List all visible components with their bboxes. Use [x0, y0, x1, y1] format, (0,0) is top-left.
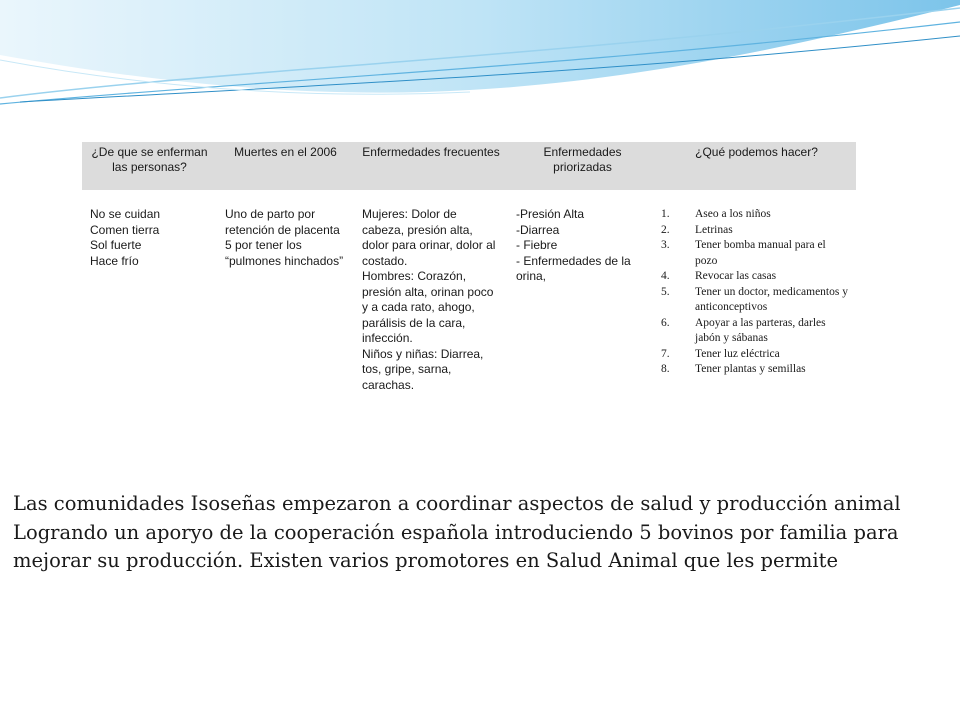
header-actions: ¿Qué podemos hacer?	[695, 145, 818, 159]
list-item: 4. Revocar las casas	[661, 270, 777, 282]
header-prioritized-diseases: Enfermedades priorizadas	[543, 145, 622, 174]
header-wave-decoration	[0, 0, 960, 110]
cell-prioritized-diseases: -Presión Alta -Diarrea - Fiebre - Enfermedades de la orina,	[516, 207, 631, 283]
health-table	[82, 142, 856, 393]
cell-causes: No se cuidan Comen tierra Sol fuerte Hace frío	[90, 207, 161, 268]
header-cause: ¿De que se enferman las personas?	[91, 145, 208, 174]
table-body-row	[82, 207, 856, 393]
list-item: 8. Tener plantas y semillas	[661, 363, 806, 375]
table-header-row	[82, 142, 856, 190]
list-item: 6. Apoyar a las parteras, darles jabón y sábanas	[661, 316, 826, 344]
cell-deaths: Uno de parto por retención de placenta 5 por tener los “pulmones hinchados”	[225, 207, 344, 268]
header-deaths: Muertes en el 2006	[234, 145, 337, 159]
cell-frequent-diseases: Mujeres: Dolor de cabeza, presión alta, dolor para orinar, dolor al costado. Hombres: Corazón, presión alta, orinan poco y a cada rato, ahogo, parálisis de la cara, infección. Niños y niñas: Diarrea, tos, gripe, sarna, carachas.	[362, 207, 496, 392]
body-paragraph: Las comunidades Isoseñas empezaron a coordinar aspectos de salud y producción animal Logrando un aporyo de la cooperación española introduciendo 5 bovinos por familia para mejorar su producción. Existen varios promotores en Salud Animal que les permite	[13, 492, 901, 572]
actions-list	[657, 207, 856, 393]
header-frequent-diseases: Enfermedades frecuentes	[362, 145, 500, 159]
list-item: 1. Aseo a los niños	[661, 208, 771, 220]
list-item: 3. Tener bomba manual para el pozo	[661, 239, 826, 267]
list-item: 5. Tener un doctor, medicamentos y anticonceptivos	[661, 285, 848, 313]
list-item: 7. Tener luz eléctrica	[661, 347, 780, 360]
list-item: 2. Letrinas	[661, 223, 733, 236]
